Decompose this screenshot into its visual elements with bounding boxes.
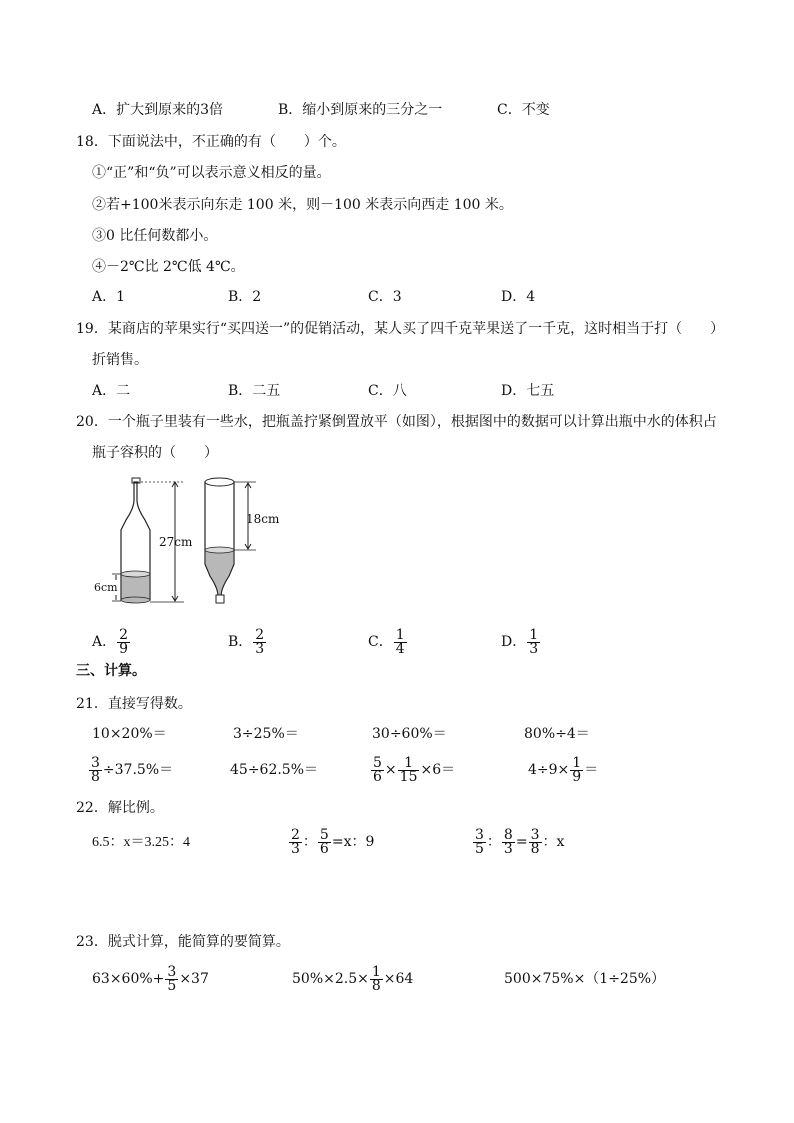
q20-option-a-num: 2 bbox=[119, 626, 129, 643]
q21-r2-c-rest: ×6＝ bbox=[420, 762, 456, 778]
q17-option-c: C．不变 bbox=[497, 102, 550, 118]
q22-b-sep: ： bbox=[302, 834, 317, 850]
q22-c-n2: 8 bbox=[503, 826, 513, 843]
q23-a-pre: 63×60%+ bbox=[92, 971, 165, 987]
q23-b-den: 8 bbox=[371, 977, 381, 994]
q18-item-4: ④－2℃比 2℃低 4℃。 bbox=[92, 259, 245, 275]
q23-b bbox=[292, 963, 413, 995]
q22-stem: 22．解比例。 bbox=[76, 800, 164, 816]
bottle-figure bbox=[90, 474, 290, 610]
q20-option-b-label: B． bbox=[228, 634, 253, 650]
q21-stem: 21．直接写得数。 bbox=[76, 696, 192, 712]
q21-r2-d-den: 9 bbox=[572, 768, 582, 785]
label-6cm: 6cm bbox=[94, 581, 118, 594]
q20-option-a bbox=[92, 626, 131, 658]
q22-c-n3: 3 bbox=[530, 826, 540, 843]
q19-option-c: C．八 bbox=[368, 383, 407, 399]
q21-r2-d-num: 1 bbox=[572, 754, 582, 771]
q21-r2-a bbox=[88, 754, 173, 786]
q21-r2-c-num1: 5 bbox=[373, 754, 382, 771]
q22-b-n1: 2 bbox=[291, 826, 300, 843]
q19-stem-line2: 折销售。 bbox=[92, 352, 148, 368]
q20-option-b bbox=[228, 626, 267, 658]
q23-a bbox=[92, 963, 209, 995]
q19-stem-line1: 19．某商店的苹果实行“买四送一”的促销活动，某人买了四千克苹果送了一千克，这时相当于打（ ） bbox=[76, 321, 725, 337]
q22-c-eq: = bbox=[515, 834, 528, 850]
q22-c-n1: 3 bbox=[475, 826, 484, 843]
q18-item-1: ①“正”和“负”可以表示意义相反的量。 bbox=[92, 165, 331, 181]
q21-r1-c: 30÷60%＝ bbox=[372, 726, 447, 742]
q19-option-d: D．七五 bbox=[501, 383, 555, 399]
q20-option-b-num: 2 bbox=[255, 626, 265, 643]
q20-option-d-label: D． bbox=[501, 634, 527, 650]
q20-option-a-den: 9 bbox=[119, 640, 129, 657]
q18-item-3: ③0 比任何数都小。 bbox=[92, 228, 218, 244]
q23-a-num: 3 bbox=[167, 963, 177, 980]
q22-b-rest: =x：9 bbox=[331, 834, 375, 850]
q17-option-b: B．缩小到原来的三分之一 bbox=[278, 102, 443, 118]
inverted-bottle-water bbox=[205, 550, 234, 596]
q18-item-2: ②若+100米表示向东走 100 米，则－100 米表示向西走 100 米。 bbox=[92, 197, 513, 213]
q18-option-b: B．2 bbox=[228, 289, 262, 305]
q20-option-d-num: 1 bbox=[529, 626, 539, 643]
q18-option-c: C．3 bbox=[368, 289, 402, 305]
q18-option-d: D．4 bbox=[501, 289, 536, 305]
q21-r2-a-rest: ÷37.5%＝ bbox=[102, 762, 174, 778]
q21-r2-a-den: 8 bbox=[91, 768, 100, 785]
q22-c bbox=[472, 826, 564, 858]
q21-r2-d-rest: ＝ bbox=[584, 762, 599, 778]
q22-c-d3: 8 bbox=[530, 840, 540, 857]
q20-option-c-label: C． bbox=[368, 634, 393, 650]
section-title-calculation: 三、计算。 bbox=[76, 663, 146, 679]
q23-stem: 23．脱式计算，能简算的要简算。 bbox=[76, 934, 290, 950]
q20-option-a-label: A． bbox=[92, 634, 117, 650]
q21-r2-a-num: 3 bbox=[91, 754, 100, 771]
q22-b bbox=[288, 826, 374, 858]
q18-stem: 18．下面说法中，不正确的有（ ）个。 bbox=[76, 134, 346, 150]
q22-b-d2: 6 bbox=[319, 840, 329, 857]
q22-c-d1: 5 bbox=[475, 840, 484, 857]
upright-bottle-water bbox=[121, 574, 150, 600]
q21-r2-d bbox=[528, 754, 598, 786]
q21-r1-d: 80%÷4＝ bbox=[524, 726, 590, 742]
q19-option-b: B．二五 bbox=[228, 383, 281, 399]
q23-b-num: 1 bbox=[371, 963, 381, 980]
q23-b-rest: ×64 bbox=[383, 971, 414, 987]
q22-a: 6.5：x＝3.25：4 bbox=[92, 835, 190, 850]
q20-option-c-num: 1 bbox=[395, 626, 405, 643]
q21-r2-c-den2: 15 bbox=[399, 768, 418, 785]
q20-option-c-den: 4 bbox=[395, 640, 405, 657]
q22-c-d2: 3 bbox=[503, 840, 513, 857]
q20-option-b-den: 3 bbox=[255, 640, 265, 657]
q20-option-c bbox=[368, 626, 408, 658]
q23-c: 500×75%×（1÷25%） bbox=[504, 971, 666, 987]
q20-option-d bbox=[501, 626, 541, 658]
q22-b-d1: 3 bbox=[291, 840, 300, 857]
label-18cm: 18cm bbox=[246, 512, 280, 526]
q23-a-rest: ×37 bbox=[179, 971, 209, 987]
q17-option-a: A．扩大到原来的3倍 bbox=[92, 102, 224, 118]
q22-c-sep1: ： bbox=[486, 834, 501, 850]
q21-r1-a: 10×20%＝ bbox=[92, 726, 167, 742]
q21-r2-c-mid: × bbox=[384, 762, 397, 778]
q22-b-n2: 5 bbox=[319, 826, 329, 843]
q23-b-pre: 50%×2.5× bbox=[292, 971, 369, 987]
q21-r2-c-num2: 1 bbox=[398, 757, 420, 771]
q23-a-den: 5 bbox=[167, 977, 177, 994]
q22-c-rest: ：x bbox=[542, 834, 565, 850]
q18-option-a: A．1 bbox=[92, 289, 126, 305]
q21-r2-d-pre: 4÷9× bbox=[528, 762, 570, 778]
label-27cm: 27cm bbox=[159, 535, 193, 549]
q20-stem-line2: 瓶子容积的（ ） bbox=[92, 445, 218, 461]
q21-r2-c bbox=[370, 754, 455, 786]
q21-r1-b: 3÷25%＝ bbox=[233, 726, 299, 742]
q21-r2-b: 45÷62.5%＝ bbox=[230, 762, 319, 778]
q19-option-a: A．二 bbox=[92, 383, 131, 399]
q20-stem-line1: 20．一个瓶子里装有一些水，把瓶盖拧紧倒置放平（如图），根据图中的数据可以计算出瓶中水的体积占 bbox=[76, 414, 717, 430]
q21-r2-c-den1: 6 bbox=[373, 768, 382, 785]
q20-option-d-den: 3 bbox=[529, 640, 539, 657]
